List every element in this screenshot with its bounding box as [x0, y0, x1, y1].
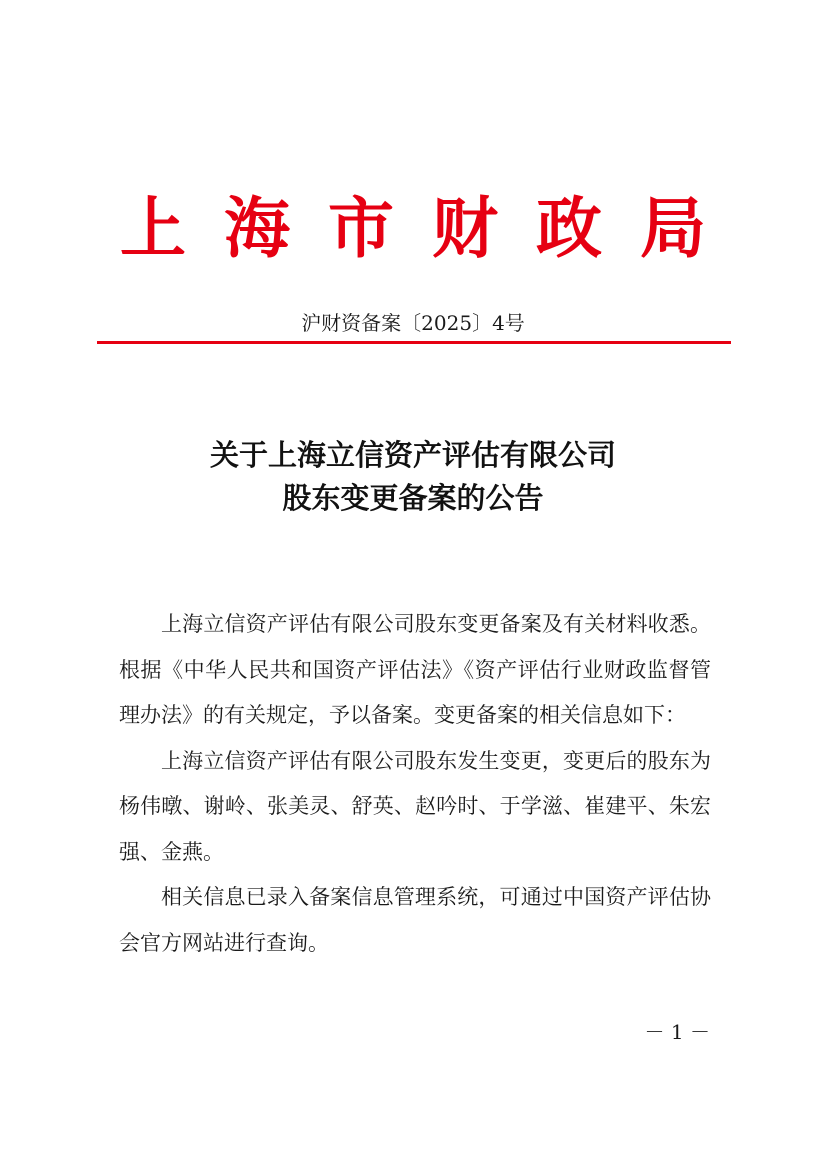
body-paragraph-1: 上海立信资产评估有限公司股东变更备案及有关材料收悉。根据《中华人民共和国资产评估法》《资产评估行业财政监督管理办法》的有关规定，予以备案。变更备案的相关信息如下：: [119, 612, 711, 727]
document-title-line-1: 关于上海立信资产评估有限公司: [209, 438, 616, 472]
red-divider-line: [97, 341, 731, 344]
document-body: [119, 602, 711, 966]
document-title-line-2: 股东变更备案的公告: [282, 481, 544, 515]
document-number: 沪财资备案〔2025〕4号: [301, 311, 525, 335]
body-paragraph-3: 相关信息已录入备案信息管理系统，可通过中国资产评估协会官方网站进行查询。: [119, 885, 711, 955]
issuer-masthead: 上海市财政局: [120, 189, 744, 267]
body-paragraph-2: 上海立信资产评估有限公司股东发生变更，变更后的股东为杨伟暾、谢岭、张美灵、舒英、赵吟时、于学滋、崔建平、朱宏强、金燕。: [119, 748, 711, 864]
page-number: － 1 －: [644, 1020, 710, 1044]
